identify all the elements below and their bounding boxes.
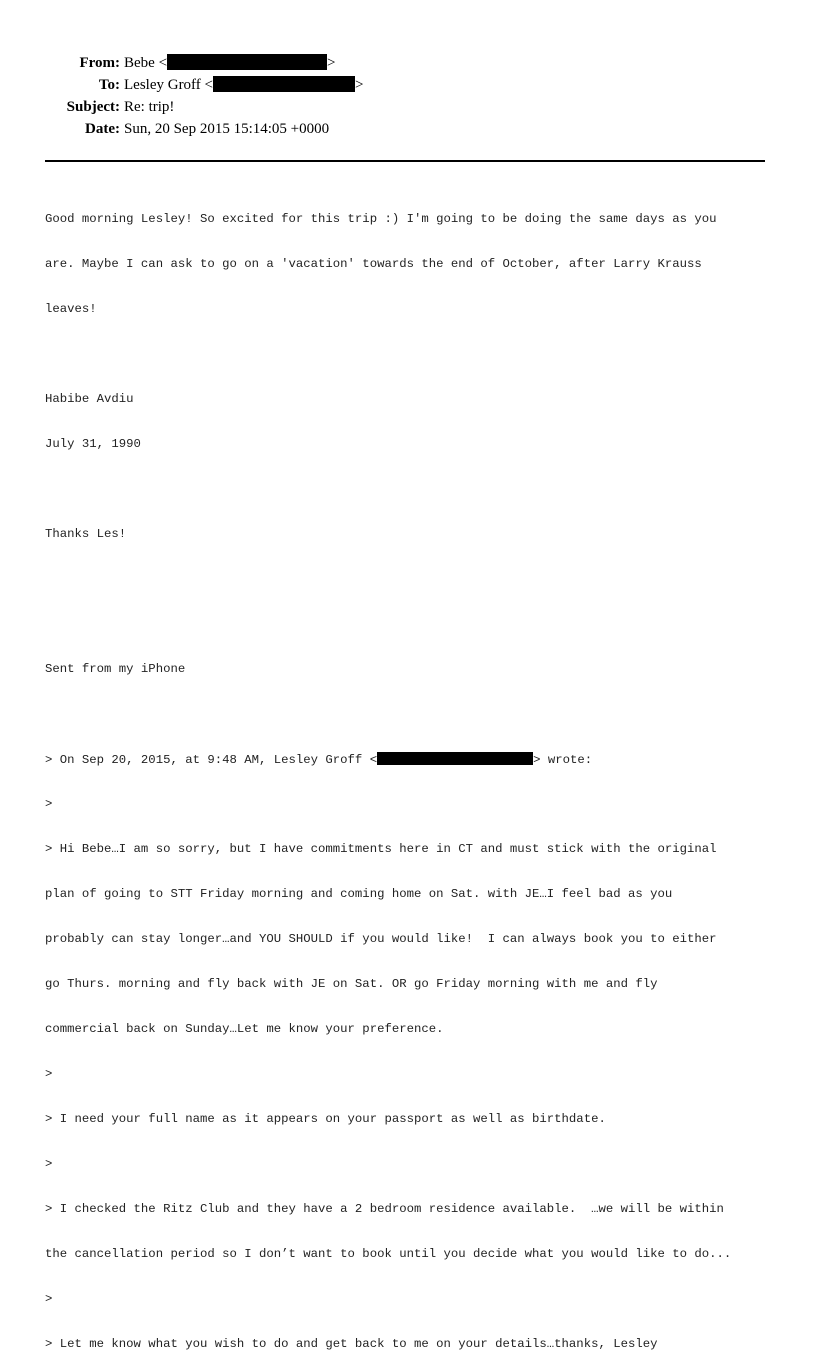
- redaction-box: [377, 752, 533, 765]
- date-row: [0, 118, 816, 140]
- quote-line: the cancellation period so I don’t want to book until you decide what you would like to do...: [45, 1247, 732, 1261]
- quote-line: go Thurs. morning and fly back with JE on Sat. OR go Friday morning with me and fly: [45, 977, 658, 991]
- quote-line: > I need your full name as it appears on your passport as well as birthdate.: [45, 1112, 606, 1126]
- to-end: >: [355, 77, 364, 93]
- body-line: leaves!: [45, 302, 97, 316]
- redaction-box: [213, 76, 355, 92]
- date-label: Date:: [85, 121, 120, 137]
- subject-label: Subject:: [66, 99, 120, 115]
- quote-line: plan of going to STT Friday morning and coming home on Sat. with JE…I feel bad as you: [45, 887, 673, 901]
- to-row: [0, 74, 816, 96]
- quote-intro-start: > On Sep 20, 2015, at 9:48 AM, Lesley Groff <: [45, 753, 378, 767]
- email-header: [0, 52, 816, 140]
- from-row: [0, 52, 816, 74]
- quote-line: >: [45, 1067, 53, 1081]
- quote-line: commercial back on Sunday…Let me know your preference.: [45, 1022, 444, 1036]
- subject-row: [0, 96, 816, 118]
- quote-line: > I checked the Ritz Club and they have a 2 bedroom residence available. …we will be within: [45, 1202, 724, 1216]
- to-name: Lesley Groff <: [124, 77, 213, 93]
- quote-line: >: [45, 1292, 53, 1306]
- to-value: [124, 74, 363, 96]
- full-name: Habibe Avdiu: [45, 392, 134, 406]
- thanks-line: Thanks Les!: [45, 527, 127, 541]
- from-value: [124, 52, 336, 74]
- redaction-box: [167, 54, 327, 70]
- quote-intro: [45, 752, 785, 767]
- quote-line: > Hi Bebe…I am so sorry, but I have commitments here in CT and must stick with the original: [45, 842, 717, 856]
- date-value: Sun, 20 Sep 2015 15:14:05 +0000: [124, 121, 330, 137]
- quote-line: > Let me know what you wish to do and get back to me on your details…thanks, Lesley: [45, 1337, 658, 1351]
- subject-value: Re: trip!: [124, 99, 175, 115]
- body-line: are. Maybe I can ask to go on a 'vacation' towards the end of October, after Larry Krauss: [45, 257, 702, 271]
- quote-line: >: [45, 797, 53, 811]
- birthdate: July 31, 1990: [45, 437, 141, 451]
- signature: Sent from my iPhone: [45, 662, 186, 676]
- from-name: Bebe <: [124, 55, 168, 71]
- quote-line: probably can stay longer…and YOU SHOULD if you would like! I can always book you to either: [45, 932, 717, 946]
- body-line: Good morning Lesley! So excited for this trip :) I'm going to be doing the same days as you: [45, 212, 717, 226]
- header-divider: [45, 160, 765, 162]
- quote-intro-end: > wrote:: [533, 753, 593, 767]
- from-end: >: [327, 55, 336, 71]
- from-label: From:: [79, 55, 120, 71]
- quote-line: >: [45, 1157, 53, 1171]
- to-label: To:: [98, 77, 120, 93]
- email-body: [45, 182, 785, 1367]
